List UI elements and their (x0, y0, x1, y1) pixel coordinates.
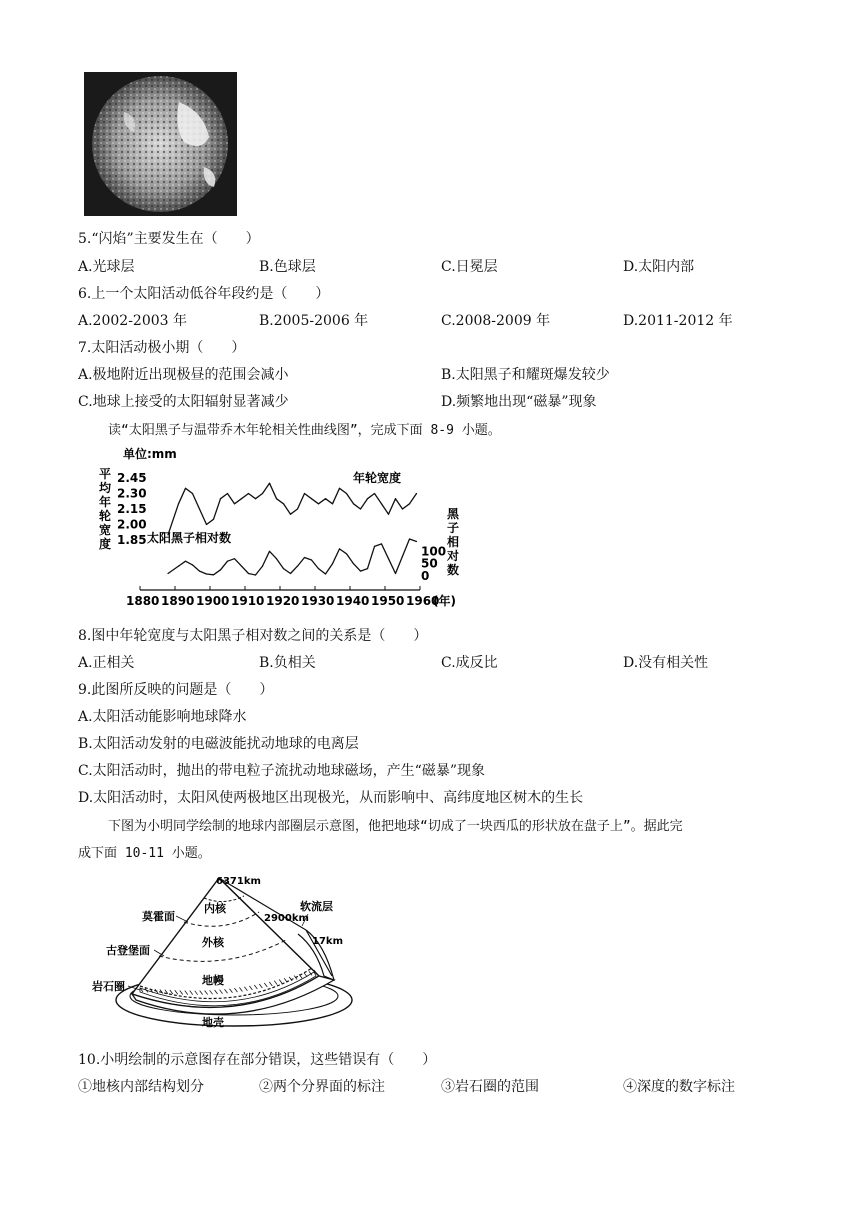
left-axis-label (99, 466, 112, 551)
sunspot-point (213, 574, 214, 575)
right-tick-label: 100 (421, 544, 447, 559)
ring-width-point (381, 503, 382, 504)
sunspot-point (416, 541, 417, 542)
ring-width-point (290, 514, 291, 515)
q9-option-b[interactable]: B.太阳活动发射的电磁波能扰动地球的电离层 (78, 736, 359, 752)
q8-stem: 8.图中年轮宽度与太阳黑子相对数之间的关系是（ ） (78, 628, 428, 644)
left-axis-label-char: 年 (99, 495, 112, 509)
q9-option-a[interactable]: A.太阳活动能影响地球降水 (78, 709, 247, 725)
sunspot-point (262, 566, 263, 567)
left-tick-label: 2.45 (117, 471, 147, 485)
depth-17-label: 17km (312, 936, 343, 947)
q10-option-1[interactable]: ①地核内部结构划分 (78, 1079, 204, 1095)
q8-option-a[interactable]: A.正相关 (78, 655, 135, 671)
x-tick-label: 1940 (336, 594, 370, 608)
x-tick-label: 1880 (126, 594, 160, 608)
x-tick-label: 1900 (196, 594, 230, 608)
depth-2900-label: 2900km (264, 913, 309, 924)
ring-width-point (227, 493, 228, 494)
ring-width-point (325, 498, 326, 499)
q6-option-b[interactable]: B.2005-2006 年 (259, 313, 369, 329)
ring-width-point (388, 514, 389, 515)
mantle-label: 地幔 (202, 974, 224, 987)
ring-width-point (234, 503, 235, 504)
right-axis-label-char: 数 (447, 563, 460, 577)
ring-width-point (241, 498, 242, 499)
sunspot-point (206, 573, 207, 574)
ring-width-point (248, 493, 249, 494)
ring-width-line (168, 483, 417, 535)
right-axis-label-char: 对 (447, 549, 460, 563)
ring-width-point (178, 503, 179, 504)
x-tick-label: 1930 (301, 594, 335, 608)
q6-stem: 6.上一个太阳活动低谷年段约是（ ） (78, 286, 330, 302)
sunspot-point (297, 566, 298, 567)
sunspot-point (409, 538, 410, 539)
ring-width-point (185, 488, 186, 489)
ring-width-point (276, 498, 277, 499)
sunspot-point (374, 546, 375, 547)
ring-width-point (220, 498, 221, 499)
sunspot-point (178, 566, 179, 567)
q9-option-c[interactable]: C.太阳活动时，抛出的带电粒子流扰动地球磁场，产生“磁暴”现象 (78, 763, 485, 779)
q5-stem: 5.“闪焰”主要发生在（ ） (78, 231, 260, 247)
moho-label: 莫霍面 (142, 910, 175, 923)
ring-width-point (192, 493, 193, 494)
inner-core-label: 内核 (204, 902, 226, 915)
q7-option-b[interactable]: B.太阳黑子和耀斑爆发较少 (441, 367, 610, 383)
right-tick-label: 0 (421, 569, 430, 583)
left-tick-label: 2.30 (117, 486, 147, 501)
left-axis-label-char: 平 (99, 467, 112, 481)
sun-photo (84, 72, 237, 216)
x-tick-label: 1890 (161, 594, 195, 608)
q6-option-c[interactable]: C.2008-2009 年 (441, 313, 551, 329)
sunspot-point (269, 551, 270, 552)
ring-width-point (206, 524, 207, 525)
q7-option-d[interactable]: D.频繁地出现“磁暴”现象 (441, 394, 597, 410)
x-tick-label: 1920 (266, 594, 300, 608)
sunspot-point (283, 568, 284, 569)
lead-10-11-line1: 下图为小明同学绘制的地球内部圈层示意图，他把地球“切成了一块西瓜的形状放在盘子上”。据此完 (108, 819, 683, 834)
sunspot-point (367, 568, 368, 569)
left-axis-label-char: 轮 (99, 509, 112, 523)
q7-option-c[interactable]: C.地球上接受的太阳辐射显著减少 (78, 394, 289, 410)
ring-width-point (332, 503, 333, 504)
q10-option-4[interactable]: ④深度的数字标注 (623, 1079, 735, 1095)
sunspot-point (185, 561, 186, 562)
sunspot-point (325, 573, 326, 574)
outer-core-label: 外核 (202, 936, 224, 949)
q8-option-d[interactable]: D.没有相关性 (623, 655, 709, 671)
ring-width-point (304, 493, 305, 494)
ring-width-point (353, 503, 354, 504)
sunspot-point (353, 563, 354, 564)
ring-width-point (213, 519, 214, 520)
sunspot-point (402, 556, 403, 557)
q10-stem: 10.小明绘制的示意图存在部分错误，这些错误有（ ） (78, 1052, 437, 1068)
top-depth-label: 6371km (216, 876, 261, 887)
ring-width-point (402, 508, 403, 509)
sunspot-point (318, 568, 319, 569)
ring-width-point (346, 493, 347, 494)
sunspot-point (290, 573, 291, 574)
sunspot-point (360, 570, 361, 571)
left-tick-label: 1.85 (117, 533, 147, 547)
sunspot-point (241, 566, 242, 567)
q9-option-d[interactable]: D.太阳活动时，太阳风使两极地区出现极光，从而影响中、高纬度地区树木的生长 (78, 790, 584, 806)
left-axis-label-char: 宽 (99, 523, 112, 537)
ring-width-point (318, 503, 319, 504)
x-tick-label: 1910 (231, 594, 265, 608)
sunspot-point (167, 573, 168, 574)
ring-width-point (360, 508, 361, 509)
q5-option-c[interactable]: C.日冕层 (441, 259, 498, 275)
q8-option-c[interactable]: C.成反比 (441, 655, 498, 671)
ring-width-point (311, 498, 312, 499)
sunspot-point (339, 548, 340, 549)
ring-width-point (199, 508, 200, 509)
q5-option-b[interactable]: B.色球层 (259, 259, 316, 275)
sunspot-point (276, 558, 277, 559)
sunspot-point (192, 564, 193, 565)
x-tick-label: 1960 (406, 594, 440, 608)
q9-stem: 9.此图所反映的问题是（ ） (78, 682, 274, 698)
lead-10-11-line2: 成下面 10-11 小题。 (78, 846, 211, 861)
right-axis-label (446, 507, 460, 577)
ring-width-point (409, 503, 410, 504)
ring-series-label: 年轮宽度 (353, 471, 402, 485)
sunspot-series-label: 太阳黑子相对数 (147, 531, 232, 545)
sunspot-point (381, 543, 382, 544)
earth-interior-diagram (84, 868, 354, 1030)
right-axis-label-char: 子 (447, 521, 460, 535)
chart-unit: 单位:mm (123, 447, 177, 461)
q7-stem: 7.太阳活动极小期（ ） (78, 340, 246, 356)
right-axis-label-char: 黑 (447, 507, 460, 521)
ring-width-point (283, 503, 284, 504)
ring-width-point (395, 498, 396, 499)
ring-width-point (255, 498, 256, 499)
right-tick-label: 50 (421, 556, 438, 571)
ring-width-point (297, 508, 298, 509)
ring-width-point (339, 488, 340, 489)
ring-width-point (262, 493, 263, 494)
q8-option-b[interactable]: B.负相关 (259, 655, 316, 671)
q10-option-2[interactable]: ②两个分界面的标注 (259, 1079, 385, 1095)
sunspot-point (332, 563, 333, 564)
ring-width-point (367, 498, 368, 499)
x-axis-unit: (年) (433, 594, 456, 608)
right-axis-label-char: 相 (447, 535, 460, 549)
ring-width-point (269, 483, 270, 484)
gutenberg-label: 古登堡面 (106, 944, 150, 957)
sunspot-point (199, 570, 200, 571)
sunspot-point (388, 558, 389, 559)
sunspot-point (227, 561, 228, 562)
q5-option-d[interactable]: D.太阳内部 (623, 259, 695, 275)
q10-option-3[interactable]: ③岩石圈的范围 (441, 1079, 539, 1095)
left-axis-label-char: 均 (99, 481, 112, 495)
q6-option-d[interactable]: D.2011-2012 年 (623, 313, 733, 329)
lithosphere-label: 岩石圈 (92, 980, 125, 993)
left-tick-label: 2.15 (117, 502, 147, 516)
ring-width-point (374, 493, 375, 494)
sunspot-point (311, 559, 312, 560)
sunspot-point (248, 573, 249, 574)
q6-option-a[interactable]: A.2002-2003 年 (78, 313, 187, 329)
ring-width-point (416, 493, 417, 494)
q7-option-a[interactable]: A.极地附近出现极昼的范围会减小 (78, 367, 289, 383)
asthenosphere-label: 软流层 (300, 900, 333, 913)
sunspot-point (304, 557, 305, 558)
crust-label: 地壳 (202, 1016, 224, 1029)
left-axis-label-char: 度 (99, 537, 112, 551)
sunspot-point (346, 553, 347, 554)
q5-option-a[interactable]: A.光球层 (78, 259, 135, 275)
left-tick-label: 2.00 (117, 517, 147, 532)
sunspot-point (234, 558, 235, 559)
tree-ring-sunspot-chart (95, 442, 480, 612)
lead-8-9: 读“太阳黑子与温带乔木年轮相关性曲线图”，完成下面 8-9 小题。 (108, 423, 501, 438)
sunspot-point (255, 574, 256, 575)
sunspot-point (395, 573, 396, 574)
x-tick-label: 1950 (371, 594, 405, 608)
sunspot-point (220, 569, 221, 570)
